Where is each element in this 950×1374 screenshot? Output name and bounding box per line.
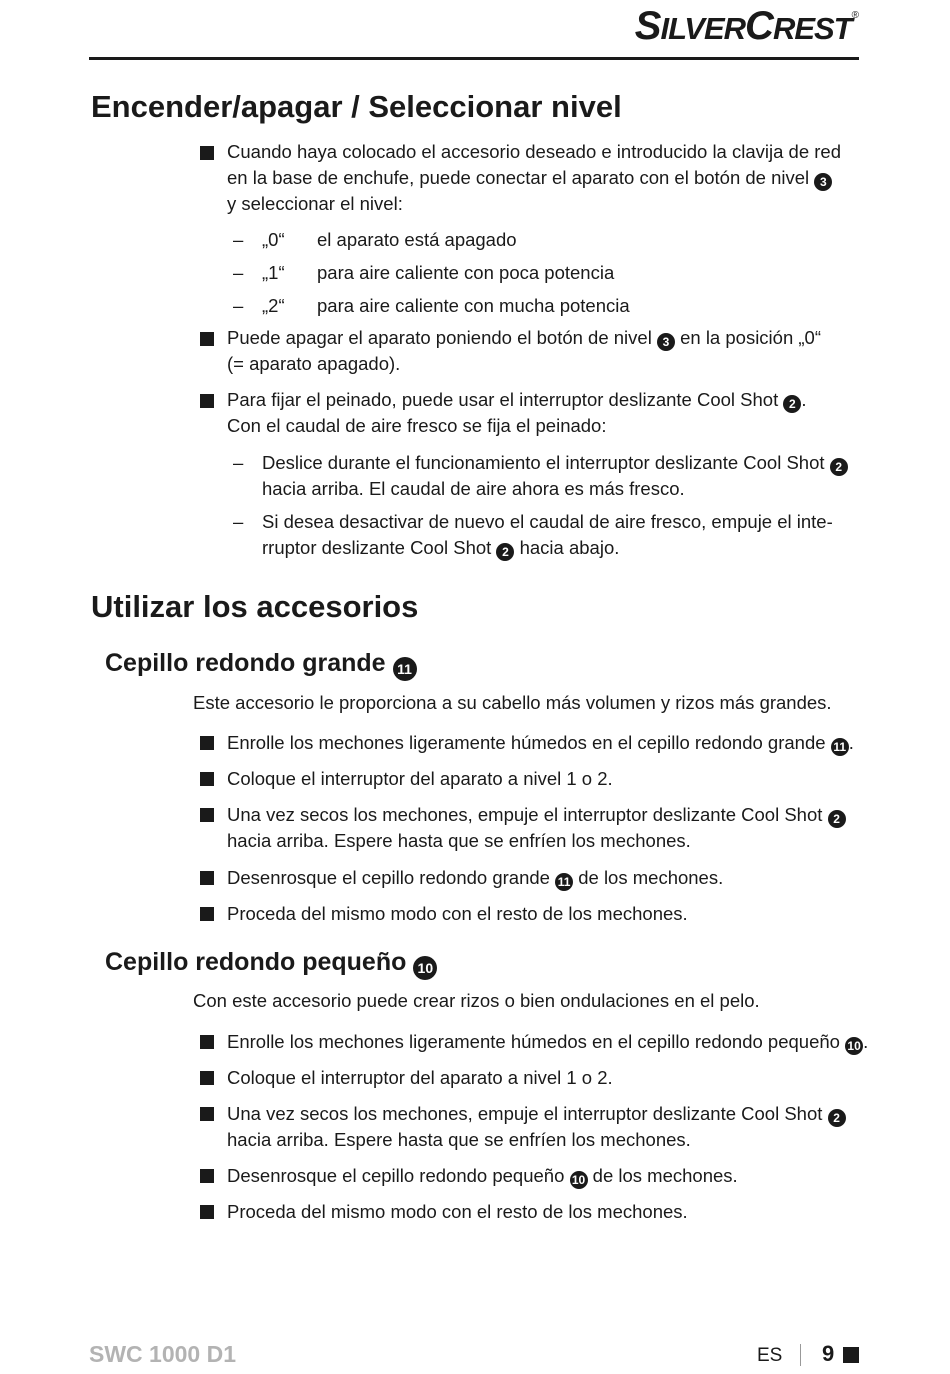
bullet-square [200, 332, 214, 346]
bullet-square [200, 1107, 214, 1121]
bullet-square [200, 1035, 214, 1049]
footer-language: ES [757, 1345, 783, 1366]
intro-large-brush: Este accesorio le proporciona a su cabello más volumen y rizos más grandes. [193, 692, 832, 713]
level-code: „0“ [262, 229, 285, 250]
level-code: „1“ [262, 262, 285, 283]
bullet-square [200, 146, 214, 160]
sub-item-cool-down: Si desea desactivar de nuevo el caudal de aire fresco, empuje el inte- rruptor deslizante Cool Shot 2 hacia abajo. [262, 511, 833, 559]
level-text: el aparato está apagado [317, 229, 517, 250]
paragraph-switch-off: Puede apagar el aparato poniendo el botón de nivel 3 en la posición „0“ (= aparato apagado). [227, 327, 821, 374]
subsection-title-small-brush: Cepillo redondo pequeño 10 [105, 948, 437, 980]
section-title-accessories: Utilizar los accesorios [91, 589, 419, 624]
footer-model: SWC 1000 D1 [89, 1341, 237, 1367]
bullet-square [200, 907, 214, 921]
footer-divider [800, 1344, 801, 1366]
page-number: 9 [822, 1341, 835, 1366]
bullet-square [200, 808, 214, 822]
level-text: para aire caliente con poca potencia [317, 262, 615, 283]
ref-number-3: 3 [814, 173, 832, 191]
intro-small-brush: Con este accesorio puede crear rizos o bien ondulaciones en el pelo. [193, 990, 760, 1011]
bullet-square [200, 772, 214, 786]
bullet-square [200, 736, 214, 750]
header-rule [89, 57, 859, 60]
level-text: para aire caliente con mucha potencia [317, 295, 630, 316]
sub-item-cool-up: Deslice durante el funcionamiento el interruptor deslizante Cool Shot 2 hacia arriba. El caudal de aire ahora es más fresco. [262, 450, 848, 502]
bullet-square [200, 1071, 214, 1085]
footer-square-icon [843, 1347, 859, 1363]
bullet-square [200, 394, 214, 408]
paragraph-cool-shot: Para fijar el peinado, puede usar el interruptor deslizante Cool Shot 2 . Con el caudal de aire fresco se fija el peinado: [227, 389, 807, 436]
bullet-square [200, 1205, 214, 1219]
bullet-square [200, 871, 214, 885]
bullet-square [200, 1169, 214, 1183]
brand-logo: SILVERCREST® [634, 4, 858, 48]
section-title-power: Encender/apagar / Seleccionar nivel [91, 89, 622, 124]
level-code: „2“ [262, 295, 285, 316]
paragraph-connect: Cuando haya colocado el accesorio deseado e introducido la clavija de red en la base de enchufe, puede conectar el aparato con el botón de nivel 3 y seleccionar el nivel: [227, 141, 841, 214]
subsection-title-large-brush: Cepillo redondo grande 11 [105, 649, 417, 681]
